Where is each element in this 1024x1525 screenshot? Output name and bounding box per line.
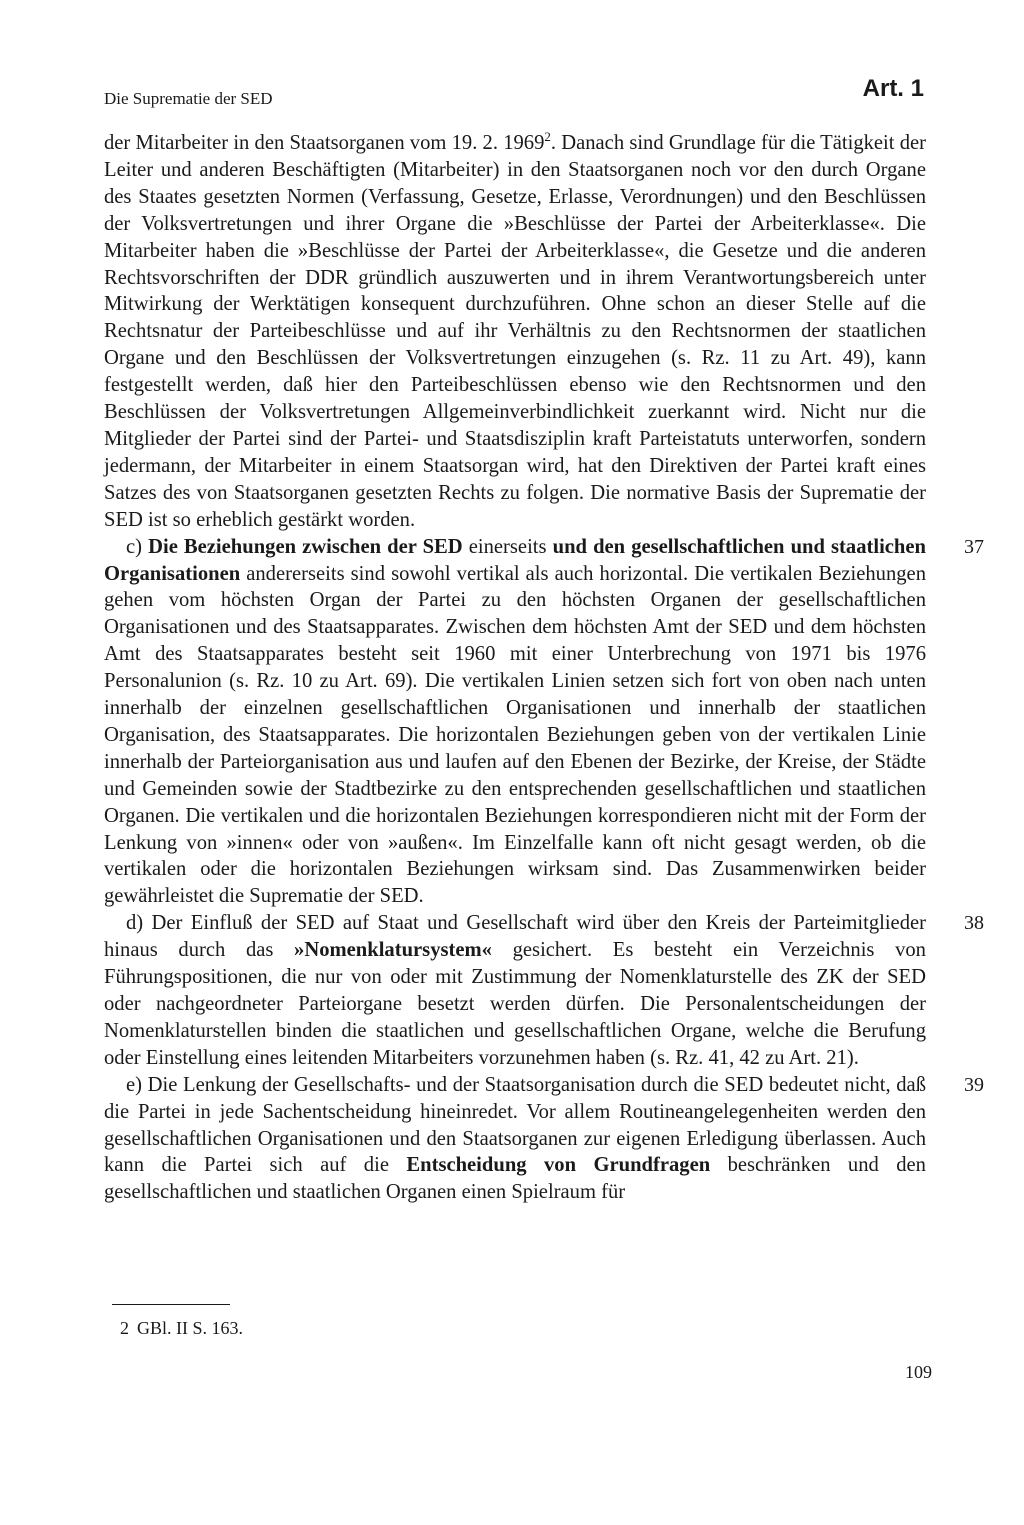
running-title: Die Suprematie der SED — [104, 89, 273, 108]
footnote-text: GBl. II S. 163. — [137, 1318, 244, 1338]
paragraph-continuation — [104, 130, 926, 534]
margin-number: 37 — [964, 535, 984, 558]
margin-number: 38 — [964, 912, 984, 935]
footnote-number: 2 — [120, 1318, 129, 1338]
paragraph-37 — [104, 534, 984, 911]
paragraph-39 — [104, 1072, 984, 1207]
margin-number: 39 — [964, 1073, 984, 1096]
text-run: andererseits sind sowohl vertikal als auch horizontal. Die vertikalen Beziehungen gehen vom höchsten Organ der Partei zu den höchsten Organen der gesellschaftlichen Organisationen und des Staatsapparates. Zwischen dem höchsten Amt der SED und dem höchsten Amt des Staatsapparates besteht seit 1960 mit einer Unterbrechung von 1971 bis 1976 Personalunion (s. Rz. 10 zu Art. 69). Die vertikalen Linien setzen sich fort von oben nach unten innerhalb der einzelnen gesellschaftlichen Organisationen und innerhalb der staatlichen Organisation, des Staatsapparates. Die horizontalen Beziehungen geben von der vertikalen Linie innerhalb der Parteiorganisation aus und laufen auf den Ebenen der Bezirke, der Kreise, der Städte und Gemeinden sowie der Stadtbezirke zu den entsprechenden gesellschaftlichen und staatlichen Organen. Die vertikalen und die horizontalen Beziehungen korrespondieren nicht mit der Form der Lenkung von »innen« oder von »außen«. Im Einzelfalle kann oft nicht gesagt werden, ob die vertikalen oder die horizontalen Beziehungen wirksam sind. Das Zusammenwirken beider gewährleistet die Suprematie der SED. — [104, 562, 926, 908]
body-text — [104, 129, 984, 1206]
footnote-reference: 2 — [544, 129, 551, 145]
emphasis-text: Entscheidung von Grundfragen — [406, 1154, 711, 1177]
emphasis-text: Die Beziehungen zwischen der SED — [148, 535, 463, 558]
page-number: 109 — [905, 1362, 932, 1382]
text-run: d) Der Einfluß der SED auf Staat und Gesellschaft wird über den Kreis der Parteimitglieder hinaus durch das — [104, 912, 926, 962]
text-run: beschränken und den gesellschaftlichen und staatlichen Organen einen Spielraum für — [104, 1154, 926, 1204]
article-label: Art. 1 — [862, 75, 924, 102]
text-run: e) Die Lenkung der Gesellschafts- und der Staatsorganisation durch die SED bedeutet nicht, daß die Partei in jede Sachentscheidung hineinredet. Vor allem Routineangelegenheiten werden den gesellschaftlichen Organisationen und den Staatsorganen zur eigenen Erledigung überlassen. Auch kann die Partei sich auf die — [104, 1073, 926, 1177]
emphasis-text: »Nomenklatursystem« — [294, 939, 492, 962]
emphasis-text: und den gesellschaftlichen und staatlichen Organisationen — [104, 535, 926, 585]
footnote — [120, 1316, 243, 1340]
text-run: der Mitarbeiter in den Staatsorganen vom 19. 2. 1969 — [104, 132, 545, 154]
paragraph-38 — [104, 910, 984, 1071]
text-run: gesichert. Es besteht ein Verzeichnis von Führungspositionen, die nur von oder mit Zustimmung der Nomenklaturstelle des ZK der SED oder nachgeordneter Parteiorgane besetzt werden dürfen. Die Personalentscheidungen der Nomenklaturstellen binden die staatlichen und gesellschaftlichen Organe, welche die Berufung oder Einstellung eines leitenden Mitarbeiters vorzunehmen haben (s. Rz. 41, 42 zu Art. 21). — [104, 939, 926, 1069]
text-run: einerseits — [462, 535, 553, 558]
text-run: c) — [126, 535, 149, 558]
footnote-divider — [112, 1304, 230, 1305]
text-run: . Danach sind Grundlage für die Tätigkeit der Leiter und anderen Beschäftigten (Mitarbeiter) in den Staatsorganen noch vor den durch Organe des Staates gesetzten Normen (Verfassung, Gesetze, Erlasse, Verordnungen) und den Beschlüssen der Volksvertretungen und ihrer Organe die »Beschlüsse der Partei der Arbeiterklasse«. Die Mitarbeiter haben die »Beschlüsse der Partei der Arbeiterklasse«, die Gesetze und die anderen Rechtsvorschriften der DDR gründlich auszuwerten und in ihrem Verantwortungsbereich unter Mitwirkung der Werktätigen konsequent durchzuführen. Ohne schon an dieser Stelle auf die Rechtsnatur der Parteibeschlüsse und auf ihr Verhältnis zu den Rechtsnormen der staatlichen Organe und den Beschlüssen der Volksvertretungen einzugehen (s. Rz. 11 zu Art. 49), kann festgestellt werden, daß hier den Parteibeschlüssen ebenso wie den Rechtsnormen und den Beschlüssen der Volksvertretungen Allgemeinverbindlichkeit zuerkannt wird. Nicht nur die Mitglieder der Partei sind der Partei- und Staatsdisziplin kraft Parteistatuts unterworfen, sondern jedermann, der Mitarbeiter in einem Staatsorgan wird, hat den Direktiven der Partei kraft eines Satzes des von Staatsorganen gesetzten Rechts zu folgen. Die normative Basis der Suprematie der SED ist so erheblich gestärkt worden. — [104, 132, 926, 531]
